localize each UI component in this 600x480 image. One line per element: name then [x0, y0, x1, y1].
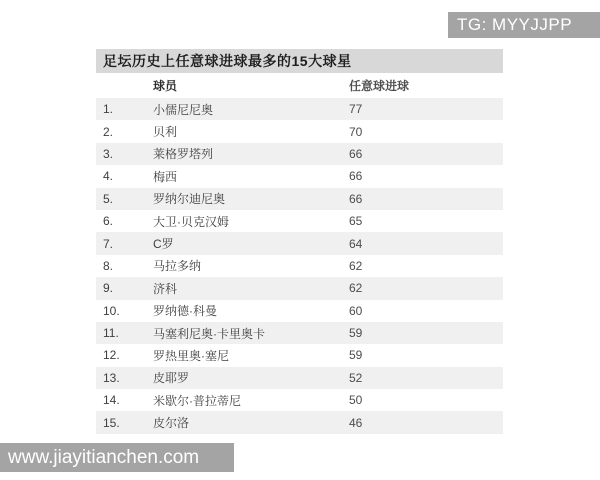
rank-cell: 3. [103, 146, 114, 161]
header-player: 球员 [153, 79, 178, 93]
goals-cell: 66 [349, 146, 363, 161]
rank-cell: 7. [103, 236, 114, 251]
goals-cell: 59 [349, 348, 363, 363]
player-cell: 罗热里奥·塞尼 [153, 348, 229, 363]
table-title: 足坛历史上任意球进球最多的15大球星 [96, 49, 503, 73]
table-row [96, 411, 503, 433]
table-rows [96, 98, 503, 434]
goals-cell: 64 [349, 236, 363, 251]
rank-cell: 15. [103, 415, 120, 430]
rank-cell: 14. [103, 393, 120, 408]
goals-cell: 52 [349, 370, 363, 385]
rank-cell: 12. [103, 348, 120, 363]
goals-cell: 77 [349, 102, 363, 117]
goals-cell: 65 [349, 214, 363, 229]
table-row [96, 322, 503, 344]
player-cell: 罗纳尔迪尼奥 [153, 192, 226, 207]
table-row [96, 143, 503, 165]
table-row [96, 165, 503, 187]
table-row [96, 344, 503, 366]
goals-cell: 50 [349, 393, 363, 408]
table-row [96, 389, 503, 411]
rank-cell: 6. [103, 214, 114, 229]
goals-cell: 46 [349, 415, 363, 430]
goals-cell: 70 [349, 124, 363, 139]
goals-cell: 60 [349, 303, 363, 318]
table-row [96, 120, 503, 142]
goals-cell: 62 [349, 281, 363, 296]
tg-badge: TG: MYYJJPP [448, 12, 600, 38]
table-header-row [96, 73, 503, 98]
table-row [96, 188, 503, 210]
goals-cell: 62 [349, 258, 363, 273]
player-cell: 米歇尔·普拉蒂尼 [153, 393, 241, 408]
goals-cell: 66 [349, 169, 363, 184]
table-row [96, 210, 503, 232]
goals-cell: 59 [349, 326, 363, 341]
rank-cell: 11. [103, 326, 119, 341]
freekick-ranking-table [96, 49, 503, 434]
rank-cell: 1. [103, 102, 114, 117]
header-goals: 任意球进球 [349, 79, 410, 93]
table-row [96, 98, 503, 120]
rank-cell: 4. [103, 169, 114, 184]
goals-cell: 66 [349, 191, 363, 206]
rank-cell: 13. [103, 370, 120, 385]
player-cell: 马拉多纳 [153, 259, 202, 274]
player-cell: 皮尔洛 [153, 416, 190, 431]
player-cell: 罗纳德·科曼 [153, 304, 217, 319]
table-row [96, 277, 503, 299]
table-row [96, 232, 503, 254]
rank-cell: 9. [103, 281, 114, 296]
player-cell: 大卫·贝克汉姆 [153, 214, 229, 229]
rank-cell: 10. [103, 303, 120, 318]
player-cell: C罗 [153, 237, 174, 252]
player-cell: 皮耶罗 [153, 371, 190, 386]
player-cell: 小儒尼尼奥 [153, 102, 214, 117]
player-cell: 济科 [153, 281, 178, 296]
player-cell: 莱格罗塔列 [153, 147, 214, 162]
table-row [96, 255, 503, 277]
player-cell: 马塞利尼奥·卡里奥卡 [153, 326, 265, 341]
player-cell: 梅西 [153, 169, 178, 184]
rank-cell: 2. [103, 124, 114, 139]
player-cell: 贝利 [153, 125, 178, 140]
site-watermark: www.jiayitianchen.com [0, 443, 234, 472]
rank-cell: 8. [103, 258, 114, 273]
table-row [96, 300, 503, 322]
rank-cell: 5. [103, 191, 114, 206]
table-row [96, 367, 503, 389]
